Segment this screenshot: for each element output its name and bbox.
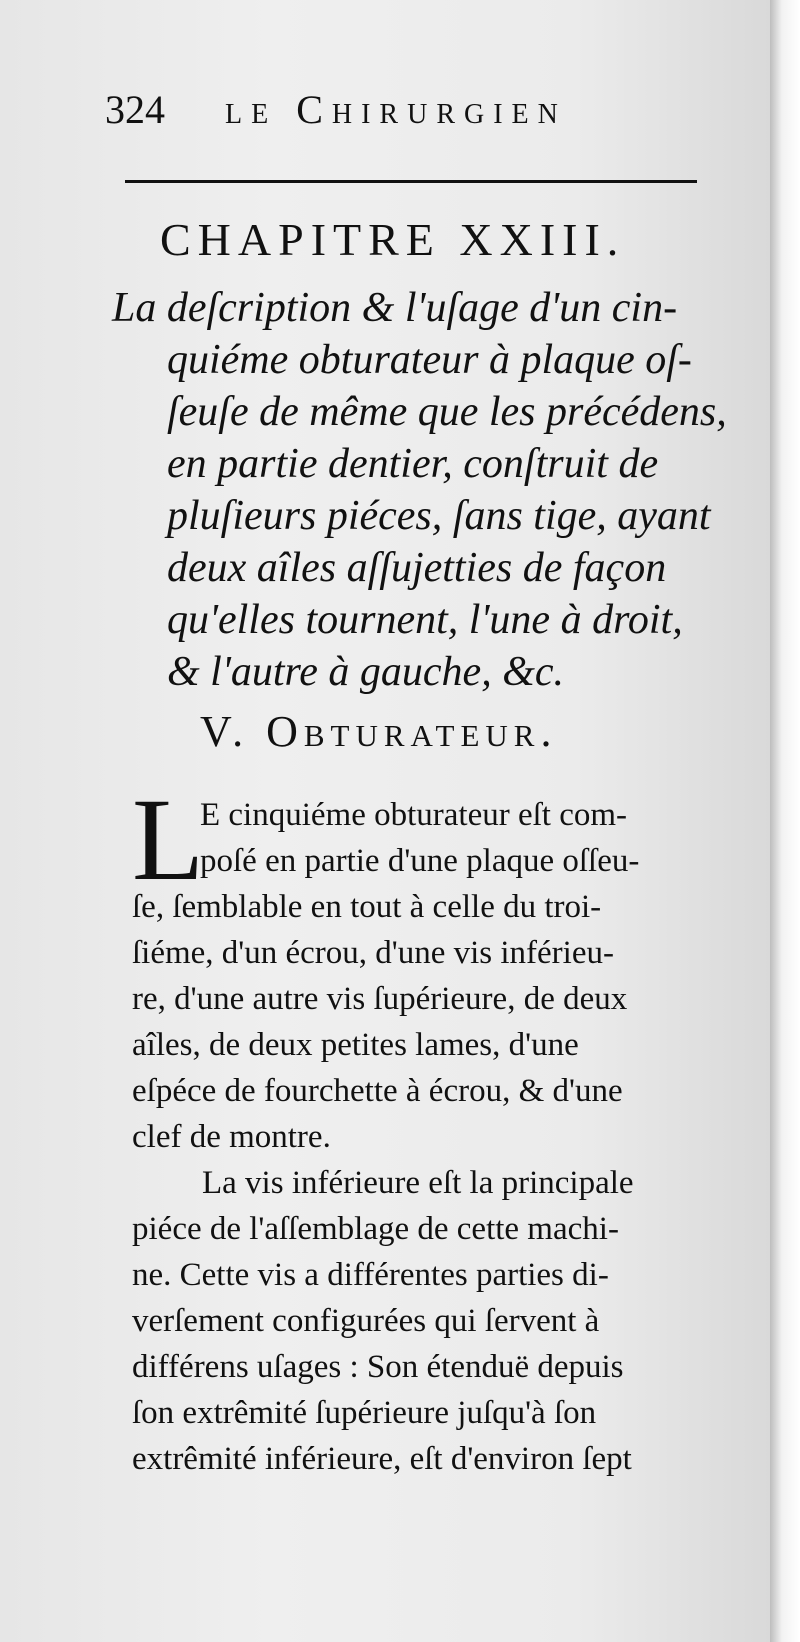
body-line: eſpéce de fourchette à écrou, & d'une: [132, 1073, 623, 1109]
summary-line: en partie dentier, conſtruit de: [167, 441, 659, 487]
summary-line: deux aîles aſſujetties de façon: [167, 545, 667, 591]
header-rule: [125, 180, 697, 183]
summary-line: ſeuſe de même que les précédens,: [167, 389, 727, 435]
body-line: ſon extrêmité ſupérieure juſqu'à ſon: [132, 1395, 597, 1431]
body-line: clef de montre.: [132, 1119, 331, 1155]
body-line: poſé en partie d'une plaque oſſeu-: [200, 843, 640, 879]
chapter-summary: [112, 282, 752, 698]
body-line: verſement configurées qui ſervent à: [132, 1303, 600, 1339]
running-title: le Chirurgien: [225, 87, 567, 132]
body-line: aîles, de deux petites lames, d'une: [132, 1027, 579, 1063]
body-line: extrêmité inférieure, eſt d'environ ſept: [132, 1441, 632, 1477]
body-line: E cinquiéme obturateur eſt com-: [200, 797, 628, 833]
summary-line: & l'autre à gauche, &c.: [167, 649, 565, 695]
summary-line: La deſcription & l'uſage d'un cin-: [112, 285, 678, 331]
summary-line: qu'elles tournent, l'une à droit,: [167, 597, 683, 643]
body-line: La vis inférieure eſt la principale: [202, 1165, 634, 1201]
body-line: ſiéme, d'un écrou, d'une vis inférieu-: [132, 935, 614, 971]
body-line: ne. Cette vis a différentes parties di-: [132, 1257, 609, 1293]
page-edge-margin: [770, 0, 800, 1642]
section-title: V. Obturateur.: [200, 707, 558, 756]
body-line: différens uſages : Son étenduë depuis: [132, 1349, 624, 1385]
running-head: [105, 80, 705, 140]
body-line: re, d'une autre vis ſupérieure, de deux: [132, 981, 628, 1017]
summary-line: pluſieurs piéces, ſans tige, ayant: [167, 493, 711, 539]
chapter-title: CHAPITRE XXIII.: [160, 214, 626, 265]
summary-line: quiéme obturateur à plaque oſ-: [167, 337, 692, 383]
drop-cap: L: [132, 774, 205, 905]
body-line: ſe, ſemblable en tout à celle du troi-: [132, 889, 602, 925]
body-text: [132, 774, 752, 1482]
page-number: 324: [105, 87, 165, 132]
body-line: piéce de l'aſſemblage de cette machi-: [132, 1211, 619, 1247]
